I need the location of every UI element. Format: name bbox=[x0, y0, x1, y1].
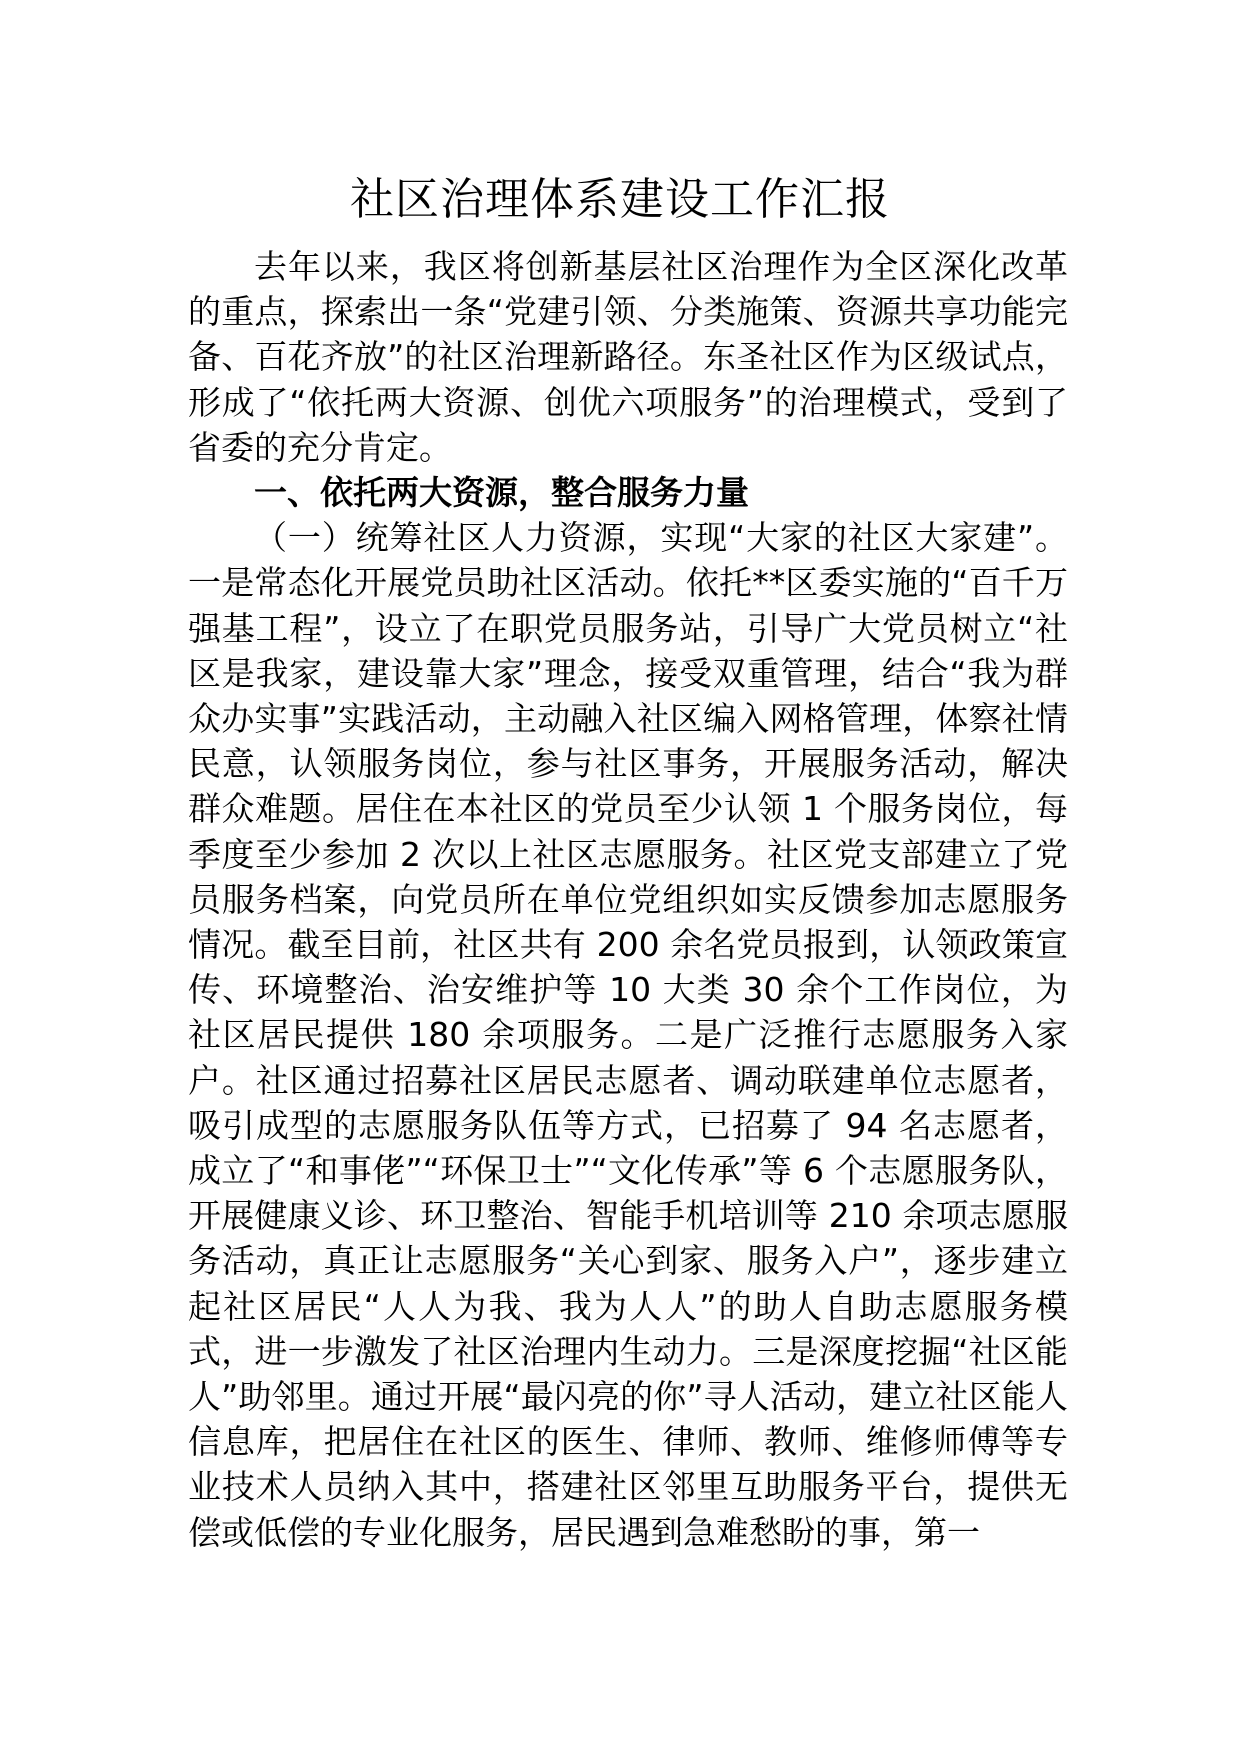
body-paragraph: （一）统筹社区人力资源，实现“大家的社区大家建”。一是常态化开展党员助社区活动。依托**区委实施的“百千万强基工程”，设立了在职党员服务站，引导广大党员树立“社区是我家，建设靠大家”理念，接受双重管理，结合“我为群众办实事”实践活动，主动融入社区编入网格管理，体察社情民意，认领服务岗位，参与社区事务，开展服务活动，解决群众难题。居住在本社区的党员至少认领 1 个服务岗位，每季度至少参加 2 次以上社区志愿服务。社区党支部建立了党员服务档案，向党员所在单位党组织如实反馈参加志愿服务情况。截至目前，社区共有 200 余名党员报到，认领政策宣传、环境整治、治安维护等 10 大类 30 余个工作岗位，为社区居民提供 180 余项服务。二是广泛推行志愿服务入家户。社区通过招募社区居民志愿者、调动联建单位志愿者，吸引成型的志愿服务队伍等方式，已招募了 94 名志愿者，成立了“和事佬”“环保卫士”“文化传承”等 6 个志愿服务队，开展健康义诊、环卫整治、智能手机培训等 210 余项志愿服务活动，真正让志愿服务“关心到家、服务入户”，逐步建立起社区居民“人人为我、我为人人”的助人自助志愿服务模式，进一步激发了社区治理内生动力。三是深度挖掘“社区能人”助邻里。通过开展“最闪亮的你”寻人活动，建立社区能人信息库，把居住在社区的医生、律师、教师、维修师傅等专业技术人员纳入其中，搭建社区邻里互助服务平台，提供无偿或低偿的专业化服务，居民遇到急难愁盼的事，第一 bbox=[188, 518, 1068, 1552]
document-title: 社区治理体系建设工作汇报 bbox=[350, 174, 890, 225]
section-heading: 一、依托两大资源，整合服务力量 bbox=[254, 473, 749, 513]
intro-paragraph: 去年以来，我区将创新基层社区治理作为全区深化改革的重点，探索出一条“党建引领、分类施策、资源共享功能完备、百花齐放”的社区治理新路径。东圣社区作为区级试点，形成了“依托两大资源、创优六项服务”的治理模式，受到了省委的充分肯定。 bbox=[188, 247, 1068, 467]
document-body bbox=[188, 244, 1068, 1555]
